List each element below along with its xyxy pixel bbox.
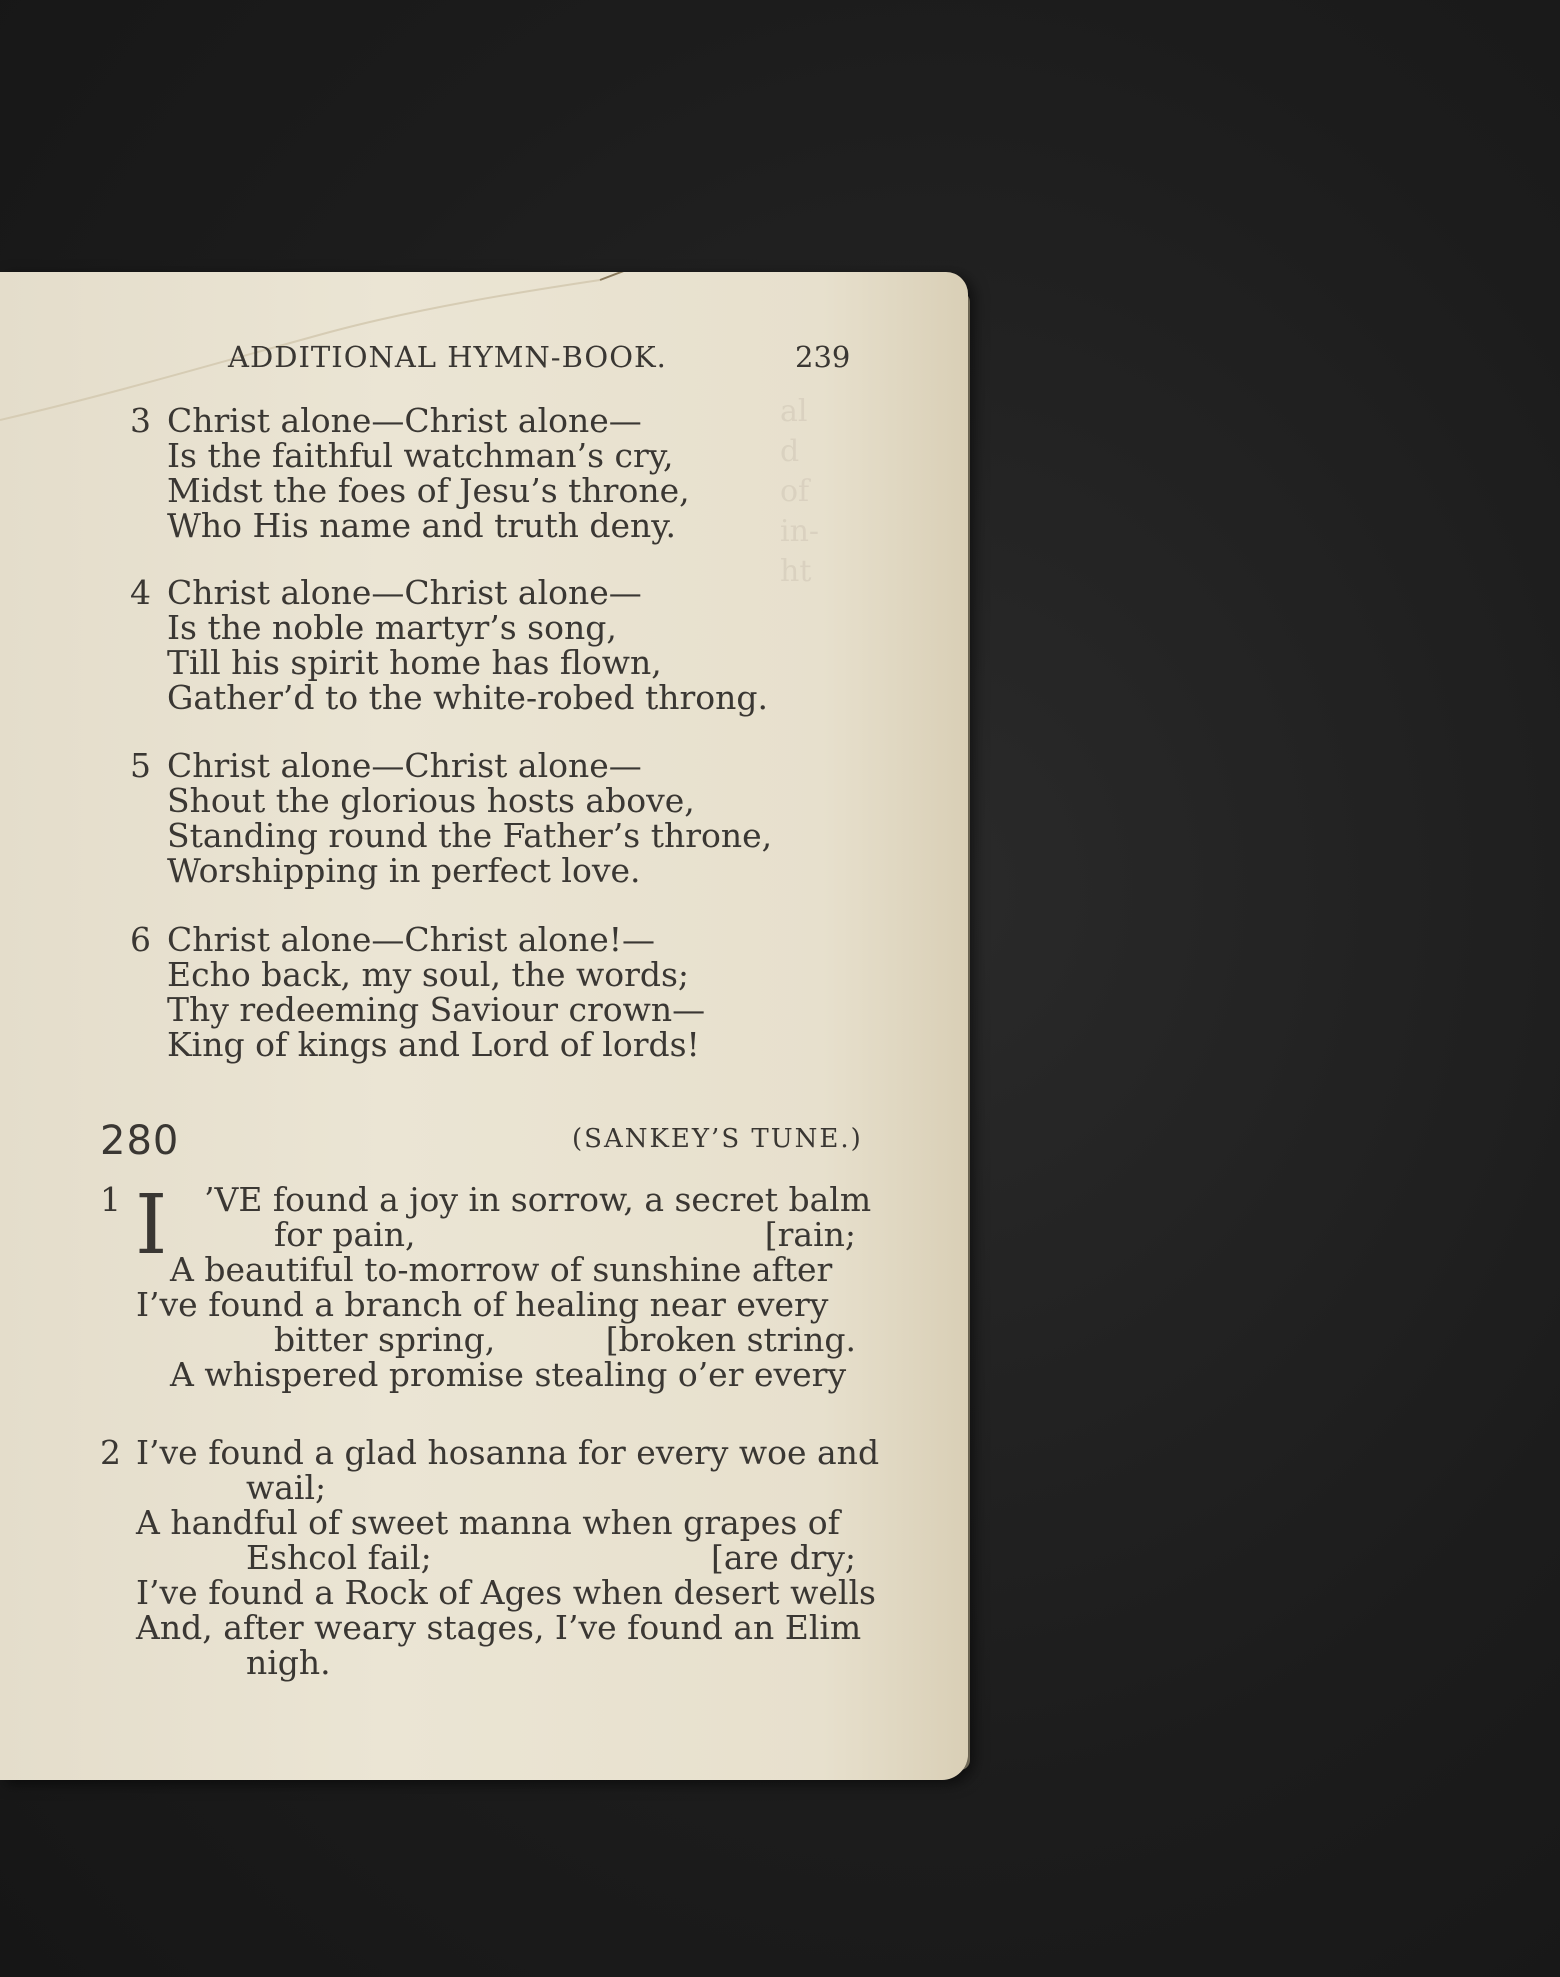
stanza-line: Standing round the Father’s throne, bbox=[167, 816, 773, 855]
stanza-5 bbox=[130, 748, 890, 888]
stanza-line: Who His name and truth deny. bbox=[167, 506, 677, 545]
stanza-line: Shout the glorious hosts above, bbox=[167, 781, 695, 820]
stanza-6 bbox=[130, 922, 890, 1062]
verse-line bbox=[136, 1505, 856, 1540]
verse-line-text: A handful of sweet manna when grapes of bbox=[136, 1503, 840, 1542]
verse-line-text: And, after weary stages, I’ve found an Elim bbox=[136, 1608, 862, 1647]
verse-line-text: Eshcol fail; bbox=[246, 1538, 432, 1577]
verse-1 bbox=[100, 1178, 872, 1394]
stanza-line: Is the noble martyr’s song, bbox=[167, 608, 617, 647]
stanza-line: Is the faithful watchman’s cry, bbox=[167, 436, 674, 475]
stanza-4 bbox=[130, 575, 890, 715]
stanza-number: 3 bbox=[130, 401, 151, 440]
verse-line-text: [are dry; bbox=[710, 1538, 856, 1577]
stanza-line: Gather’d to the white-robed throng. bbox=[167, 678, 769, 717]
verse-2 bbox=[100, 1433, 880, 1682]
verse-line-text: A whispered promise stealing o’er every bbox=[170, 1355, 847, 1394]
verse-line-text: nigh. bbox=[246, 1643, 331, 1682]
verse-line-text: ’VE found a joy in sorrow, a secret balm bbox=[204, 1180, 872, 1219]
verse-line bbox=[246, 1645, 856, 1680]
verse-line bbox=[100, 1433, 880, 1472]
verse-line-text: I’ve found a Rock of Ages when desert wells bbox=[136, 1573, 876, 1612]
stanza-line: Christ alone—Christ alone— bbox=[167, 401, 642, 440]
verse-number: 1 bbox=[100, 1180, 121, 1219]
drop-cap: I bbox=[135, 1178, 168, 1273]
verse-line bbox=[170, 1357, 856, 1392]
verse-line bbox=[274, 1217, 856, 1252]
hymn-number: 280 bbox=[100, 1118, 180, 1164]
stanza-line: Midst the foes of Jesu’s throne, bbox=[167, 471, 690, 510]
verse-line-text: A beautiful to-morrow of sunshine after bbox=[170, 1250, 833, 1289]
stanza-number: 5 bbox=[130, 746, 151, 785]
verse-line-text: [broken string. bbox=[605, 1320, 856, 1359]
verse-line-text: I’ve found a glad hosanna for every woe and bbox=[136, 1433, 880, 1472]
verse-line-text: I’ve found a branch of healing near every bbox=[136, 1285, 829, 1324]
stanza-number: 4 bbox=[130, 573, 151, 612]
verse-number: 2 bbox=[100, 1433, 121, 1472]
verse-line-text: [rain; bbox=[764, 1215, 856, 1254]
verse-line-text: for pain, bbox=[274, 1215, 416, 1254]
stanza-line: King of kings and Lord of lords! bbox=[167, 1025, 700, 1064]
verse-line-text: wail; bbox=[246, 1468, 327, 1507]
verse-line bbox=[274, 1322, 856, 1357]
stanza-line: Christ alone—Christ alone— bbox=[167, 746, 642, 785]
stanza-number: 6 bbox=[130, 920, 151, 959]
running-title: ADDITIONAL HYMN-BOOK. bbox=[228, 340, 667, 374]
verse-line-text: bitter spring, bbox=[274, 1320, 496, 1359]
verse-line bbox=[170, 1252, 856, 1287]
book-page: al d of in- ht bbox=[0, 272, 968, 1780]
verse-line bbox=[136, 1573, 876, 1612]
page-number: 239 bbox=[795, 340, 851, 374]
verse-line bbox=[136, 1287, 856, 1322]
verse-line bbox=[246, 1470, 856, 1505]
verse-line bbox=[204, 1180, 872, 1219]
stanza-line: Till his spirit home has flown, bbox=[167, 643, 662, 682]
tune-name: (SANKEY’S TUNE.) bbox=[572, 1124, 863, 1154]
stanza-line: Christ alone—Christ alone!— bbox=[167, 920, 656, 959]
stanza-line: Thy redeeming Saviour crown— bbox=[167, 990, 706, 1029]
stanza-line: Christ alone—Christ alone— bbox=[167, 573, 642, 612]
stanza-line: Echo back, my soul, the words; bbox=[167, 955, 690, 994]
verse-line bbox=[136, 1608, 862, 1647]
stanza-line: Worshipping in perfect love. bbox=[167, 851, 641, 890]
stanza-3 bbox=[130, 403, 890, 543]
verse-line bbox=[246, 1540, 856, 1575]
